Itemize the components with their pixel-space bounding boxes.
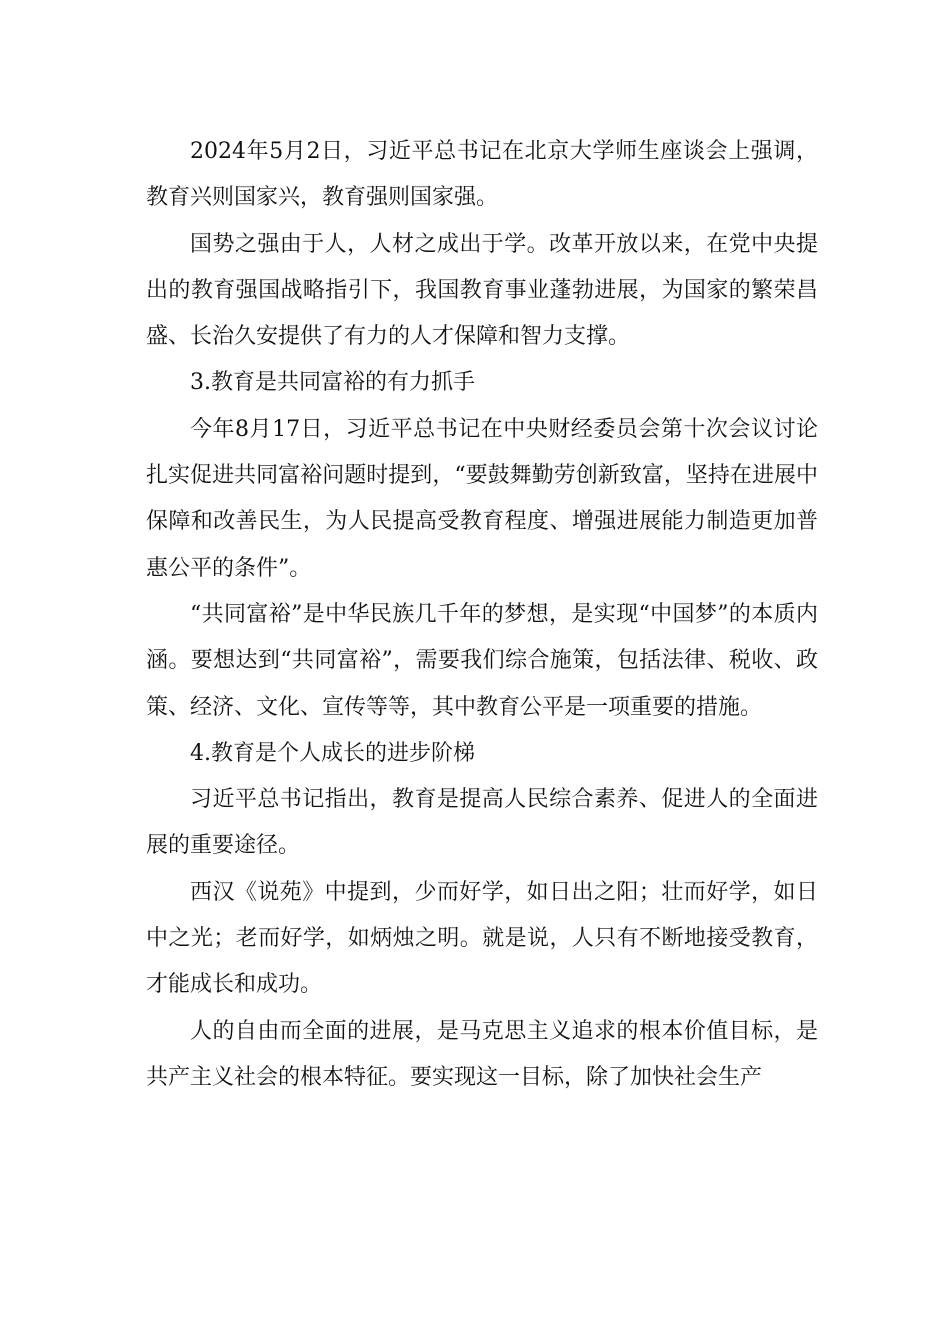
section-heading-3: 3.教育是共同富裕的有力抓手 bbox=[190, 370, 475, 396]
paragraph-5: 习近平总书记指出，教育是提高人民综合素养、促进人的全面进展的重要途径。 bbox=[146, 787, 818, 859]
paragraph-4: “共同富裕”是中华民族几千年的梦想，是实现“中国梦”的本质内涵。要想达到“共同富裕”，需要我们综合施策，包括法律、税收、政策、经济、文化、宣传等等，其中教育公平是一项重要的措施。 bbox=[146, 601, 818, 720]
paragraph-7: 人的自由而全面的进展，是马克思主义追求的根本价值目标，是共产主义社会的根本特征。要实现这一目标，除了加快社会生产 bbox=[146, 1018, 818, 1090]
paragraph-1: 2024年5月2日，习近平总书记在北京大学师生座谈会上强调，教育兴则国家兴，教育强则国家强。 bbox=[146, 139, 818, 211]
section-heading-4: 4.教育是个人成长的进步阶梯 bbox=[190, 740, 475, 766]
paragraph-2: 国势之强由于人，人材之成出于学。改革开放以来，在党中央提出的教育强国战略指引下，我国教育事业蓬勃进展，为国家的繁荣昌盛、长治久安提供了有力的人才保障和智力支撑。 bbox=[146, 231, 818, 350]
document-body bbox=[146, 129, 818, 1101]
paragraph-3: 今年8月17日，习近平总书记在中央财经委员会第十次会议讨论扎实促进共同富裕问题时提到，“要鼓舞勤劳创新致富，坚持在进展中保障和改善民生，为人民提高受教育程度、增强进展能力制造更加普惠公平的条件”。 bbox=[146, 416, 818, 581]
paragraph-6: 西汉《说苑》中提到，少而好学，如日出之阳；壮而好学，如日中之光；老而好学，如炳烛之明。就是说，人只有不断地接受教育，才能成长和成功。 bbox=[146, 879, 818, 998]
